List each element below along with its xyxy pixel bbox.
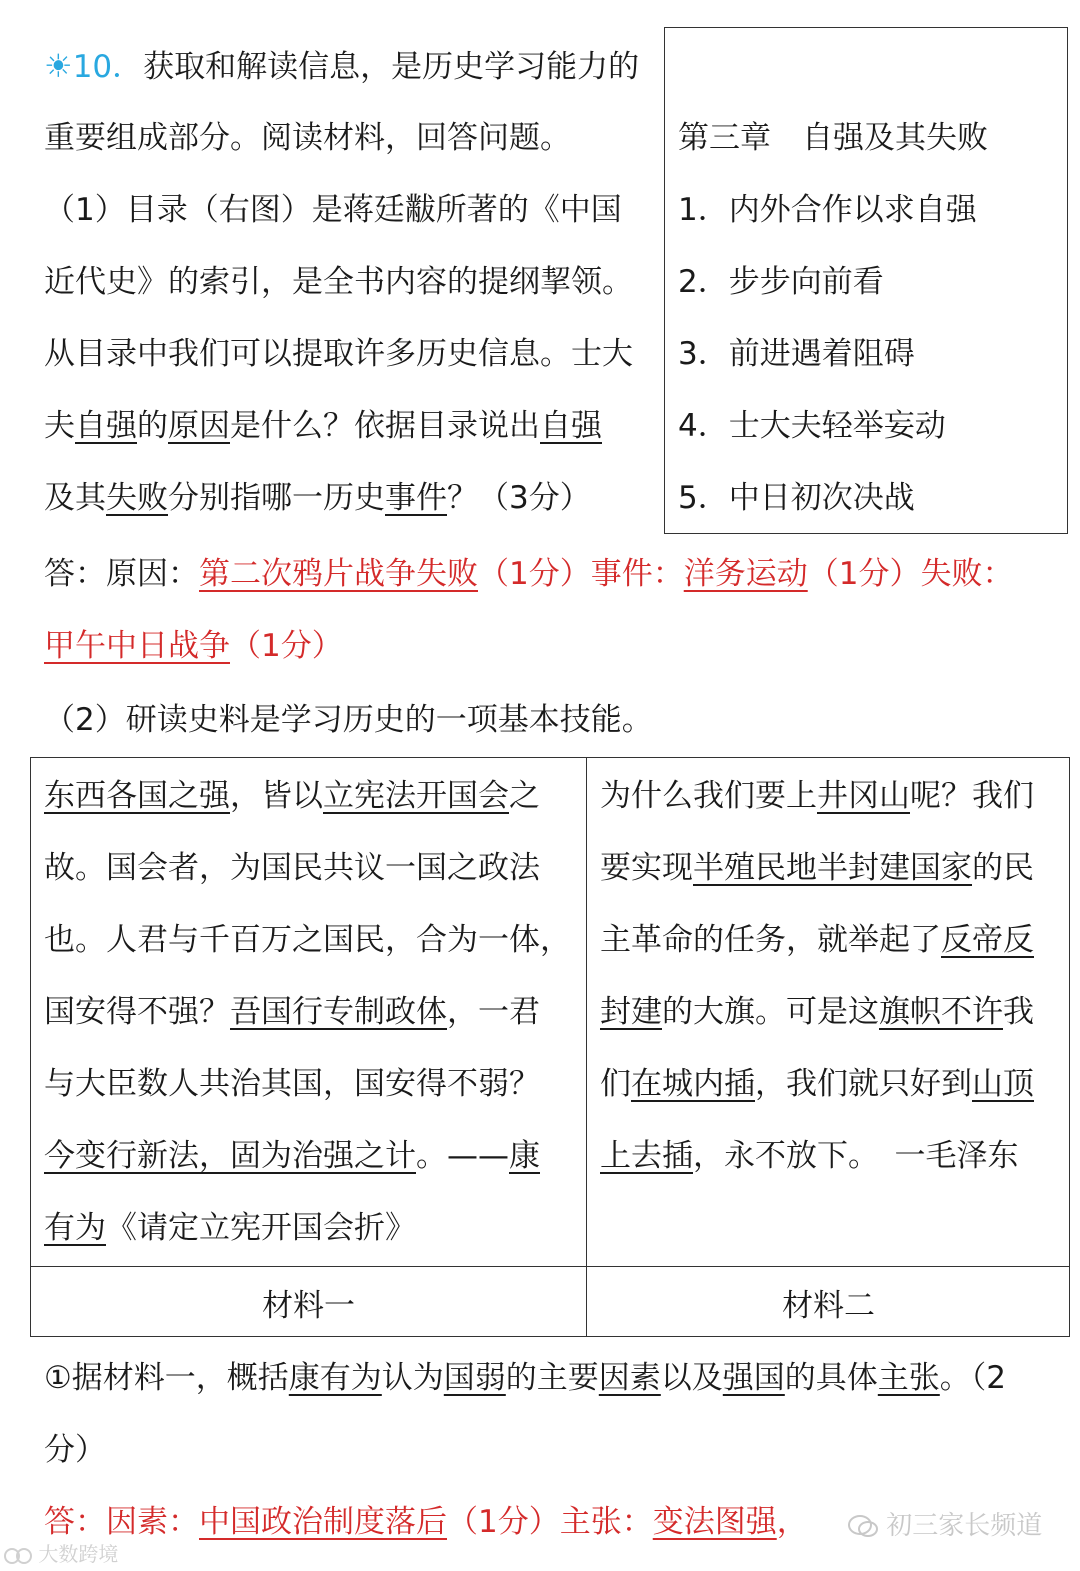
underlined-text: 半殖民地半封建国家 xyxy=(693,850,972,886)
answer-text: 甲午中日战争 xyxy=(44,628,230,664)
answer-text: 中国政治制度落后 xyxy=(199,1504,447,1540)
material2-line4 xyxy=(600,992,1034,1032)
text-span: ，皆以 xyxy=(230,778,323,814)
underlined-text: 立宪法开国会 xyxy=(323,778,509,814)
toc-item: 5．中日初次决战 xyxy=(678,480,915,516)
text-span: 要实现 xyxy=(600,850,693,886)
answer1-line1 xyxy=(44,554,1013,594)
material2-line2 xyxy=(600,848,1034,888)
text-span: ，一君 xyxy=(447,994,540,1030)
wechat-icon xyxy=(848,1514,878,1540)
watermark-text: 初三家长频道 xyxy=(886,1511,1043,1541)
answer-score: （1分）主张： xyxy=(447,1504,653,1540)
answer-prefix: 答：因素： xyxy=(44,1504,199,1540)
text-span: ①据材料一，概括 xyxy=(44,1360,289,1396)
watermark-text: 大数跨境 xyxy=(38,1542,119,1566)
q2-1-line1 xyxy=(44,1358,1006,1398)
text-span: 的具体 xyxy=(784,1360,878,1396)
material1-line3: 也。人君与千百万之国民，合为一体， xyxy=(44,922,571,958)
material2-line6 xyxy=(600,1136,1019,1176)
underlined-text: 国弱 xyxy=(443,1360,506,1396)
question-number-dot: ． xyxy=(112,49,144,85)
answer-score: （1分） xyxy=(230,628,343,664)
underlined-text: 在城内插 xyxy=(631,1066,755,1102)
material1-line7 xyxy=(44,1208,416,1248)
question-intro: 获取和解读信息，是历史学习能力的 xyxy=(143,49,640,85)
underlined-text: 主张 xyxy=(877,1360,940,1396)
underlined-text: 反帝反 xyxy=(941,922,1034,958)
text-span: 国安得不强？ xyxy=(44,994,230,1030)
material1-line6 xyxy=(44,1136,540,1176)
underlined-text: 强国 xyxy=(722,1360,785,1396)
answer-text: 变法图强 xyxy=(652,1504,777,1540)
text-span: ，我们就只好到 xyxy=(755,1066,972,1102)
part2-intro: （2）研读史料是学习历史的一项基本技能。 xyxy=(44,702,653,738)
material1-line1 xyxy=(44,776,540,816)
underlined-text: 封建 xyxy=(600,994,662,1030)
material2-line1 xyxy=(600,776,1034,816)
text-span: 及其 xyxy=(44,480,106,516)
text-span: ？（3分） xyxy=(447,480,591,516)
text-span: ， xyxy=(776,1504,808,1540)
toc-item: 3．前进遇着阻碍 xyxy=(678,336,915,372)
underlined-text: 吾国行专制政体 xyxy=(230,994,447,1030)
material1-line5: 与大臣数人共治其国，国安得不弱？ xyxy=(44,1066,540,1102)
underlined-text: 康 xyxy=(509,1138,540,1174)
underlined-text: 今变行新法，固为治强之计 xyxy=(44,1138,416,1174)
toc-item: 4．士大夫轻举妄动 xyxy=(678,408,946,444)
table-divider-vertical xyxy=(586,758,587,1336)
underlined-text: 井冈山 xyxy=(817,778,910,814)
question-intro-line2: 重要组成部分。阅读材料，回答问题。 xyxy=(44,120,571,156)
text-span: 以及 xyxy=(660,1360,723,1396)
answer-score: （1分）失败： xyxy=(807,556,1014,592)
answer-score: （1分）事件： xyxy=(478,556,684,592)
sun-icon: ☀ xyxy=(44,47,73,85)
underlined-text: 失败 xyxy=(106,480,168,516)
toc-chapter-title: 第三章 自强及其失败 xyxy=(678,120,988,156)
underlined-text: 自强 xyxy=(75,408,137,444)
text-span: 认为 xyxy=(381,1360,444,1396)
underlined-text: 有为 xyxy=(44,1210,106,1246)
material1-line4 xyxy=(44,992,540,1032)
text-span: 《请定立宪开国会折》 xyxy=(106,1210,416,1246)
underlined-text: 自强 xyxy=(540,408,602,444)
text-span: 我 xyxy=(1003,994,1034,1030)
part1-line2: 近代史》的索引，是全书内容的提纲挈领。 xyxy=(44,264,633,300)
material-table xyxy=(30,757,1070,1337)
text-span: ，永不放下。 一毛泽东 xyxy=(693,1138,1019,1174)
text-span: 是什么？依据目录说出 xyxy=(230,408,540,444)
material2-line5 xyxy=(600,1064,1034,1104)
text-span: 分别指哪一历史 xyxy=(168,480,385,516)
text-span: 呢？我们 xyxy=(910,778,1034,814)
underlined-text: 康有为 xyxy=(288,1360,382,1396)
table-divider-horizontal xyxy=(31,1266,1069,1267)
text-span: 夫 xyxy=(44,408,75,444)
watermark-logo-icon xyxy=(4,1546,32,1566)
answer2-line1 xyxy=(44,1502,808,1542)
material1-caption: 材料一 xyxy=(262,1288,355,1324)
answer-text: 第二次鸦片战争失败 xyxy=(199,556,478,592)
text-span: 的民 xyxy=(972,850,1034,886)
text-span: 的主要 xyxy=(505,1360,599,1396)
toc-item: 1．内外合作以求自强 xyxy=(678,192,977,228)
text-span: 主革命的任务，就举起了 xyxy=(600,922,941,958)
toc-item: 2．步步向前看 xyxy=(678,264,884,300)
material2-line3 xyxy=(600,920,1034,960)
part1-line5 xyxy=(44,478,591,518)
text-span: 。（2 xyxy=(939,1360,1007,1396)
text-span: 为什么我们要上 xyxy=(600,778,817,814)
text-span: 之 xyxy=(509,778,540,814)
underlined-text: 事件 xyxy=(385,480,447,516)
material2-caption: 材料二 xyxy=(782,1288,875,1324)
answer1-line2 xyxy=(44,626,343,666)
underlined-text: 东西各国之强 xyxy=(44,778,230,814)
question-header xyxy=(44,46,639,87)
question-number: 10 xyxy=(72,49,113,85)
part1-line3: 从目录中我们可以提取许多历史信息。士大 xyxy=(44,336,633,372)
answer-text: 洋务运动 xyxy=(683,556,808,592)
text-span: 的大旗。可是这 xyxy=(662,994,879,1030)
answer-prefix: 答：原因： xyxy=(44,556,199,592)
underlined-text: 因素 xyxy=(598,1360,661,1396)
underlined-text: 旗帜不许 xyxy=(879,994,1003,1030)
material1-line2: 故。国会者，为国民共议一国之政法 xyxy=(44,850,540,886)
text-span: 的 xyxy=(137,408,168,444)
text-span: 们 xyxy=(600,1066,631,1102)
underlined-text: 上去插 xyxy=(600,1138,693,1174)
watermark-left xyxy=(4,1538,118,1567)
watermark-right xyxy=(848,1505,1042,1542)
text-span: 。—— xyxy=(416,1138,509,1174)
underlined-text: 原因 xyxy=(168,408,230,444)
underlined-text: 山顶 xyxy=(972,1066,1034,1102)
q2-1-line2: 分） xyxy=(44,1432,106,1468)
part1-line1: （1）目录（右图）是蒋廷黻所著的《中国 xyxy=(44,192,622,228)
part1-line4 xyxy=(44,406,602,446)
